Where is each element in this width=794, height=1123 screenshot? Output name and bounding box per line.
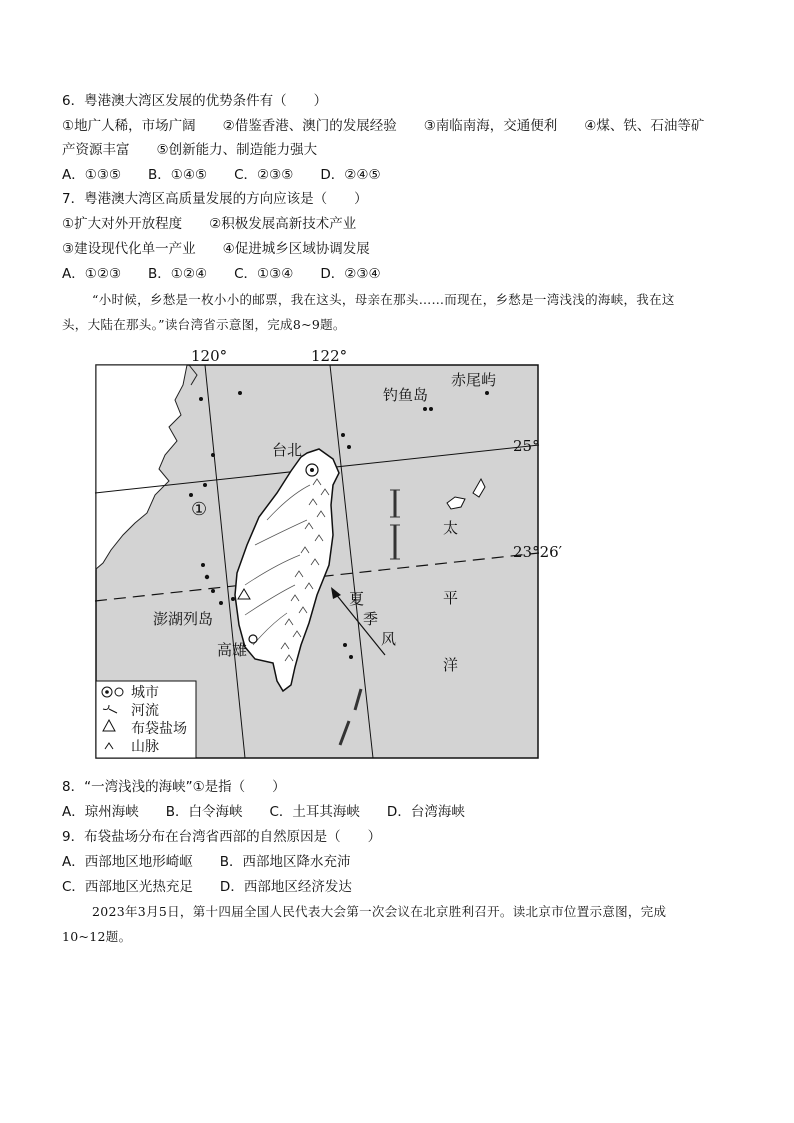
lat-2326-label: 23°26′ bbox=[513, 543, 563, 561]
passage1-line2: 头，大陆在那头。”读台湾省示意图，完成8~9题。 bbox=[62, 317, 346, 332]
q6-answers: A．①③⑤ B．①④⑤ C．②③⑤ D．②④⑤ bbox=[62, 167, 381, 183]
q6-options-line1: ①地广人稀，市场广阔 ②借鉴香港、澳门的发展经验 ③南临南海，交通便利 ④煤、铁、石油等矿 bbox=[62, 118, 705, 134]
passage2-line2: 10~12题。 bbox=[62, 929, 132, 944]
strait-marker-label: ① bbox=[191, 499, 208, 520]
lat-25-label: 25° bbox=[513, 437, 540, 455]
lon-122-label: 122° bbox=[311, 347, 348, 365]
kaohsiung-city-marker bbox=[249, 635, 257, 643]
q7-answers: A．①②③ B．①②④ C．①③④ D．②③④ bbox=[62, 266, 381, 282]
lon-120-label: 120° bbox=[191, 347, 228, 365]
legend-salt-label: 布袋盐场 bbox=[131, 721, 187, 737]
passage1-line1: “小时候，乡愁是一枚小小的邮票，我在这头，母亲在那头……而现在，乡愁是一湾浅浅的海峡，我在这 bbox=[92, 292, 675, 307]
q8-answers: A．琼州海峡 B．白令海峡 C．土耳其海峡 D．台湾海峡 bbox=[62, 804, 465, 820]
legend-mountain-label: 山脉 bbox=[131, 739, 159, 755]
legend-city-label: 城市 bbox=[131, 685, 159, 701]
monsoon-char-1: 夏 bbox=[349, 590, 365, 608]
diaoyu-label: 钓鱼岛 bbox=[383, 386, 429, 404]
monsoon-char-2: 季 bbox=[363, 610, 379, 628]
q7-options-line1: ①扩大对外开放程度 ②积极发展高新技术产业 bbox=[62, 216, 357, 232]
penghu-label: 澎湖列岛 bbox=[153, 610, 214, 628]
q8-stem: 8．“一湾浅浅的海峡”①是指（ ） bbox=[62, 779, 286, 795]
pacific-char-3: 洋 bbox=[443, 656, 459, 674]
q9-stem: 9．布袋盐场分布在台湾省西部的自然原因是（ ） bbox=[62, 829, 382, 845]
q6-options-line2: 产资源丰富 ⑤创新能力、制造能力强大 bbox=[62, 142, 318, 158]
legend-river-label: 河流 bbox=[131, 703, 159, 719]
pacific-char-1: 太 bbox=[443, 519, 459, 537]
chiwei-label: 赤尾屿 bbox=[451, 371, 497, 389]
q6-stem: 6．粤港澳大湾区发展的优势条件有（ ） bbox=[62, 93, 328, 109]
q7-options-line2: ③建设现代化单一产业 ④促进城乡区域协调发展 bbox=[62, 241, 370, 257]
q9-answers-line2: C．西部地区光热充足 D．西部地区经济发达 bbox=[62, 879, 352, 895]
kaohsiung-label: 高雄 bbox=[217, 641, 248, 659]
monsoon-char-3: 风 bbox=[381, 630, 397, 648]
taipei-label: 台北 bbox=[272, 441, 303, 459]
passage2-line1: 2023年3月5日，第十四届全国人民代表大会第一次会议在北京胜利召开。读北京市位置示意图，完成 bbox=[92, 904, 667, 919]
taiwan-map bbox=[95, 345, 563, 760]
pacific-char-2: 平 bbox=[443, 589, 459, 607]
q7-stem: 7．粤港澳大湾区高质量发展的方向应该是（ ） bbox=[62, 191, 368, 207]
q9-answers-line1: A．西部地区地形崎岖 B．西部地区降水充沛 bbox=[62, 854, 351, 870]
